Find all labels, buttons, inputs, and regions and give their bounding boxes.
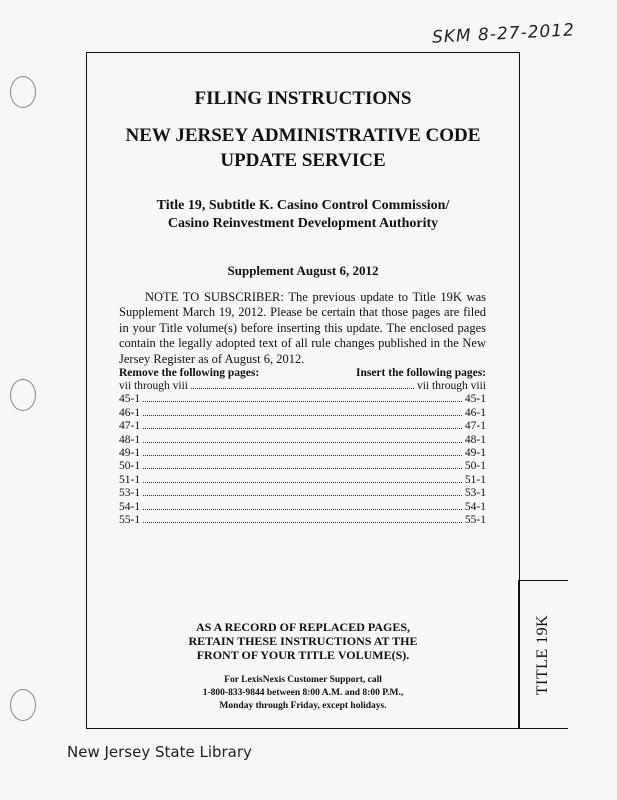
- table-row: [119, 380, 486, 393]
- insert-page: 51-1: [464, 473, 486, 486]
- remove-page: 47-1: [119, 420, 141, 433]
- table-row: [119, 434, 486, 447]
- dot-leader: [143, 495, 462, 496]
- table-row: [119, 474, 486, 487]
- insert-page: 46-1: [464, 406, 486, 419]
- pages-table-header: [119, 366, 486, 380]
- table-row: [119, 487, 486, 500]
- insert-page: 45-1: [464, 393, 486, 406]
- heading-filing-instructions: FILING INSTRUCTIONS: [194, 88, 412, 109]
- subtitle-line-1: Title 19, Subtitle K. Casino Control Commission/: [156, 198, 450, 213]
- insert-header: Insert the following pages:: [355, 367, 486, 379]
- punch-hole-bottom: [10, 689, 36, 721]
- remove-page: 48-1: [119, 433, 141, 446]
- tab-label: TITLE 19K: [534, 614, 551, 696]
- insert-page: 54-1: [464, 500, 486, 513]
- table-row: [119, 460, 486, 473]
- record-line-1: AS A RECORD OF REPLACED PAGES,: [195, 620, 411, 634]
- remove-page: 54-1: [119, 500, 141, 513]
- dot-leader: [143, 455, 462, 456]
- handwritten-annotation: SKM 8-27-2012: [431, 20, 576, 48]
- punch-hole-middle: [10, 379, 36, 411]
- table-row: [119, 501, 486, 514]
- table-row: [119, 407, 486, 420]
- dot-leader: [143, 428, 462, 429]
- dot-leader: [143, 522, 462, 523]
- heading-update-service: UPDATE SERVICE: [220, 150, 386, 171]
- support-phone-hours: 1-800-833-9844 between 8:00 A.M. and 8:00 P.M.,: [202, 688, 404, 698]
- remove-page: 46-1: [119, 406, 141, 419]
- remove-page: vii through viii: [119, 380, 188, 392]
- record-line-2: RETAIN THESE INSTRUCTIONS AT THE: [188, 634, 418, 648]
- remove-page: 49-1: [119, 446, 141, 459]
- table-row: [119, 514, 486, 527]
- subtitle-line-2: Casino Reinvestment Development Authority: [167, 216, 439, 231]
- remove-page: 55-1: [119, 513, 141, 526]
- heading-code-name: NEW JERSEY ADMINISTRATIVE CODE: [125, 125, 481, 146]
- library-stamp: New Jersey State Library: [67, 743, 252, 761]
- table-row: [119, 447, 486, 460]
- punch-hole-top: [10, 76, 36, 108]
- remove-page: 50-1: [119, 460, 141, 473]
- table-row: [119, 420, 486, 433]
- support-line-1: For LexisNexis Customer Support, call: [224, 675, 382, 685]
- pages-table: [119, 366, 486, 527]
- insert-page: 53-1: [464, 487, 486, 500]
- supplement-date: Supplement August 6, 2012: [227, 263, 379, 278]
- dot-leader: [191, 388, 414, 389]
- dot-leader: [143, 468, 462, 469]
- remove-page: 53-1: [119, 487, 141, 500]
- remove-page: 51-1: [119, 473, 141, 486]
- subscriber-note-text: NOTE TO SUBSCRIBER: The previous update to Title 19K was Supplement March 19, 2012. Please be certain that those pages are filed in your Title volume(s) before inserting this update. The enclosed pages contain the legally adopted text of all rule changes published in the New Jersey Register as of August 6, 2012.: [119, 290, 486, 366]
- insert-page: 47-1: [464, 420, 486, 433]
- dot-leader: [143, 509, 462, 510]
- dot-leader: [143, 482, 462, 483]
- dot-leader: [143, 442, 462, 443]
- insert-page: 50-1: [464, 460, 486, 473]
- record-line-3: FRONT OF YOUR TITLE VOLUME(S).: [196, 648, 410, 662]
- dot-leader: [143, 415, 462, 416]
- insert-page: 49-1: [464, 446, 486, 459]
- dot-leader: [143, 401, 462, 402]
- support-days: Monday through Friday, except holidays.: [219, 701, 387, 711]
- remove-page: 45-1: [119, 393, 141, 406]
- subscriber-note: [119, 290, 486, 367]
- insert-page: vii through viii: [417, 380, 486, 392]
- insert-page: 48-1: [464, 433, 486, 446]
- table-row: [119, 393, 486, 406]
- remove-header: Remove the following pages:: [119, 367, 260, 379]
- insert-page: 55-1: [464, 513, 486, 526]
